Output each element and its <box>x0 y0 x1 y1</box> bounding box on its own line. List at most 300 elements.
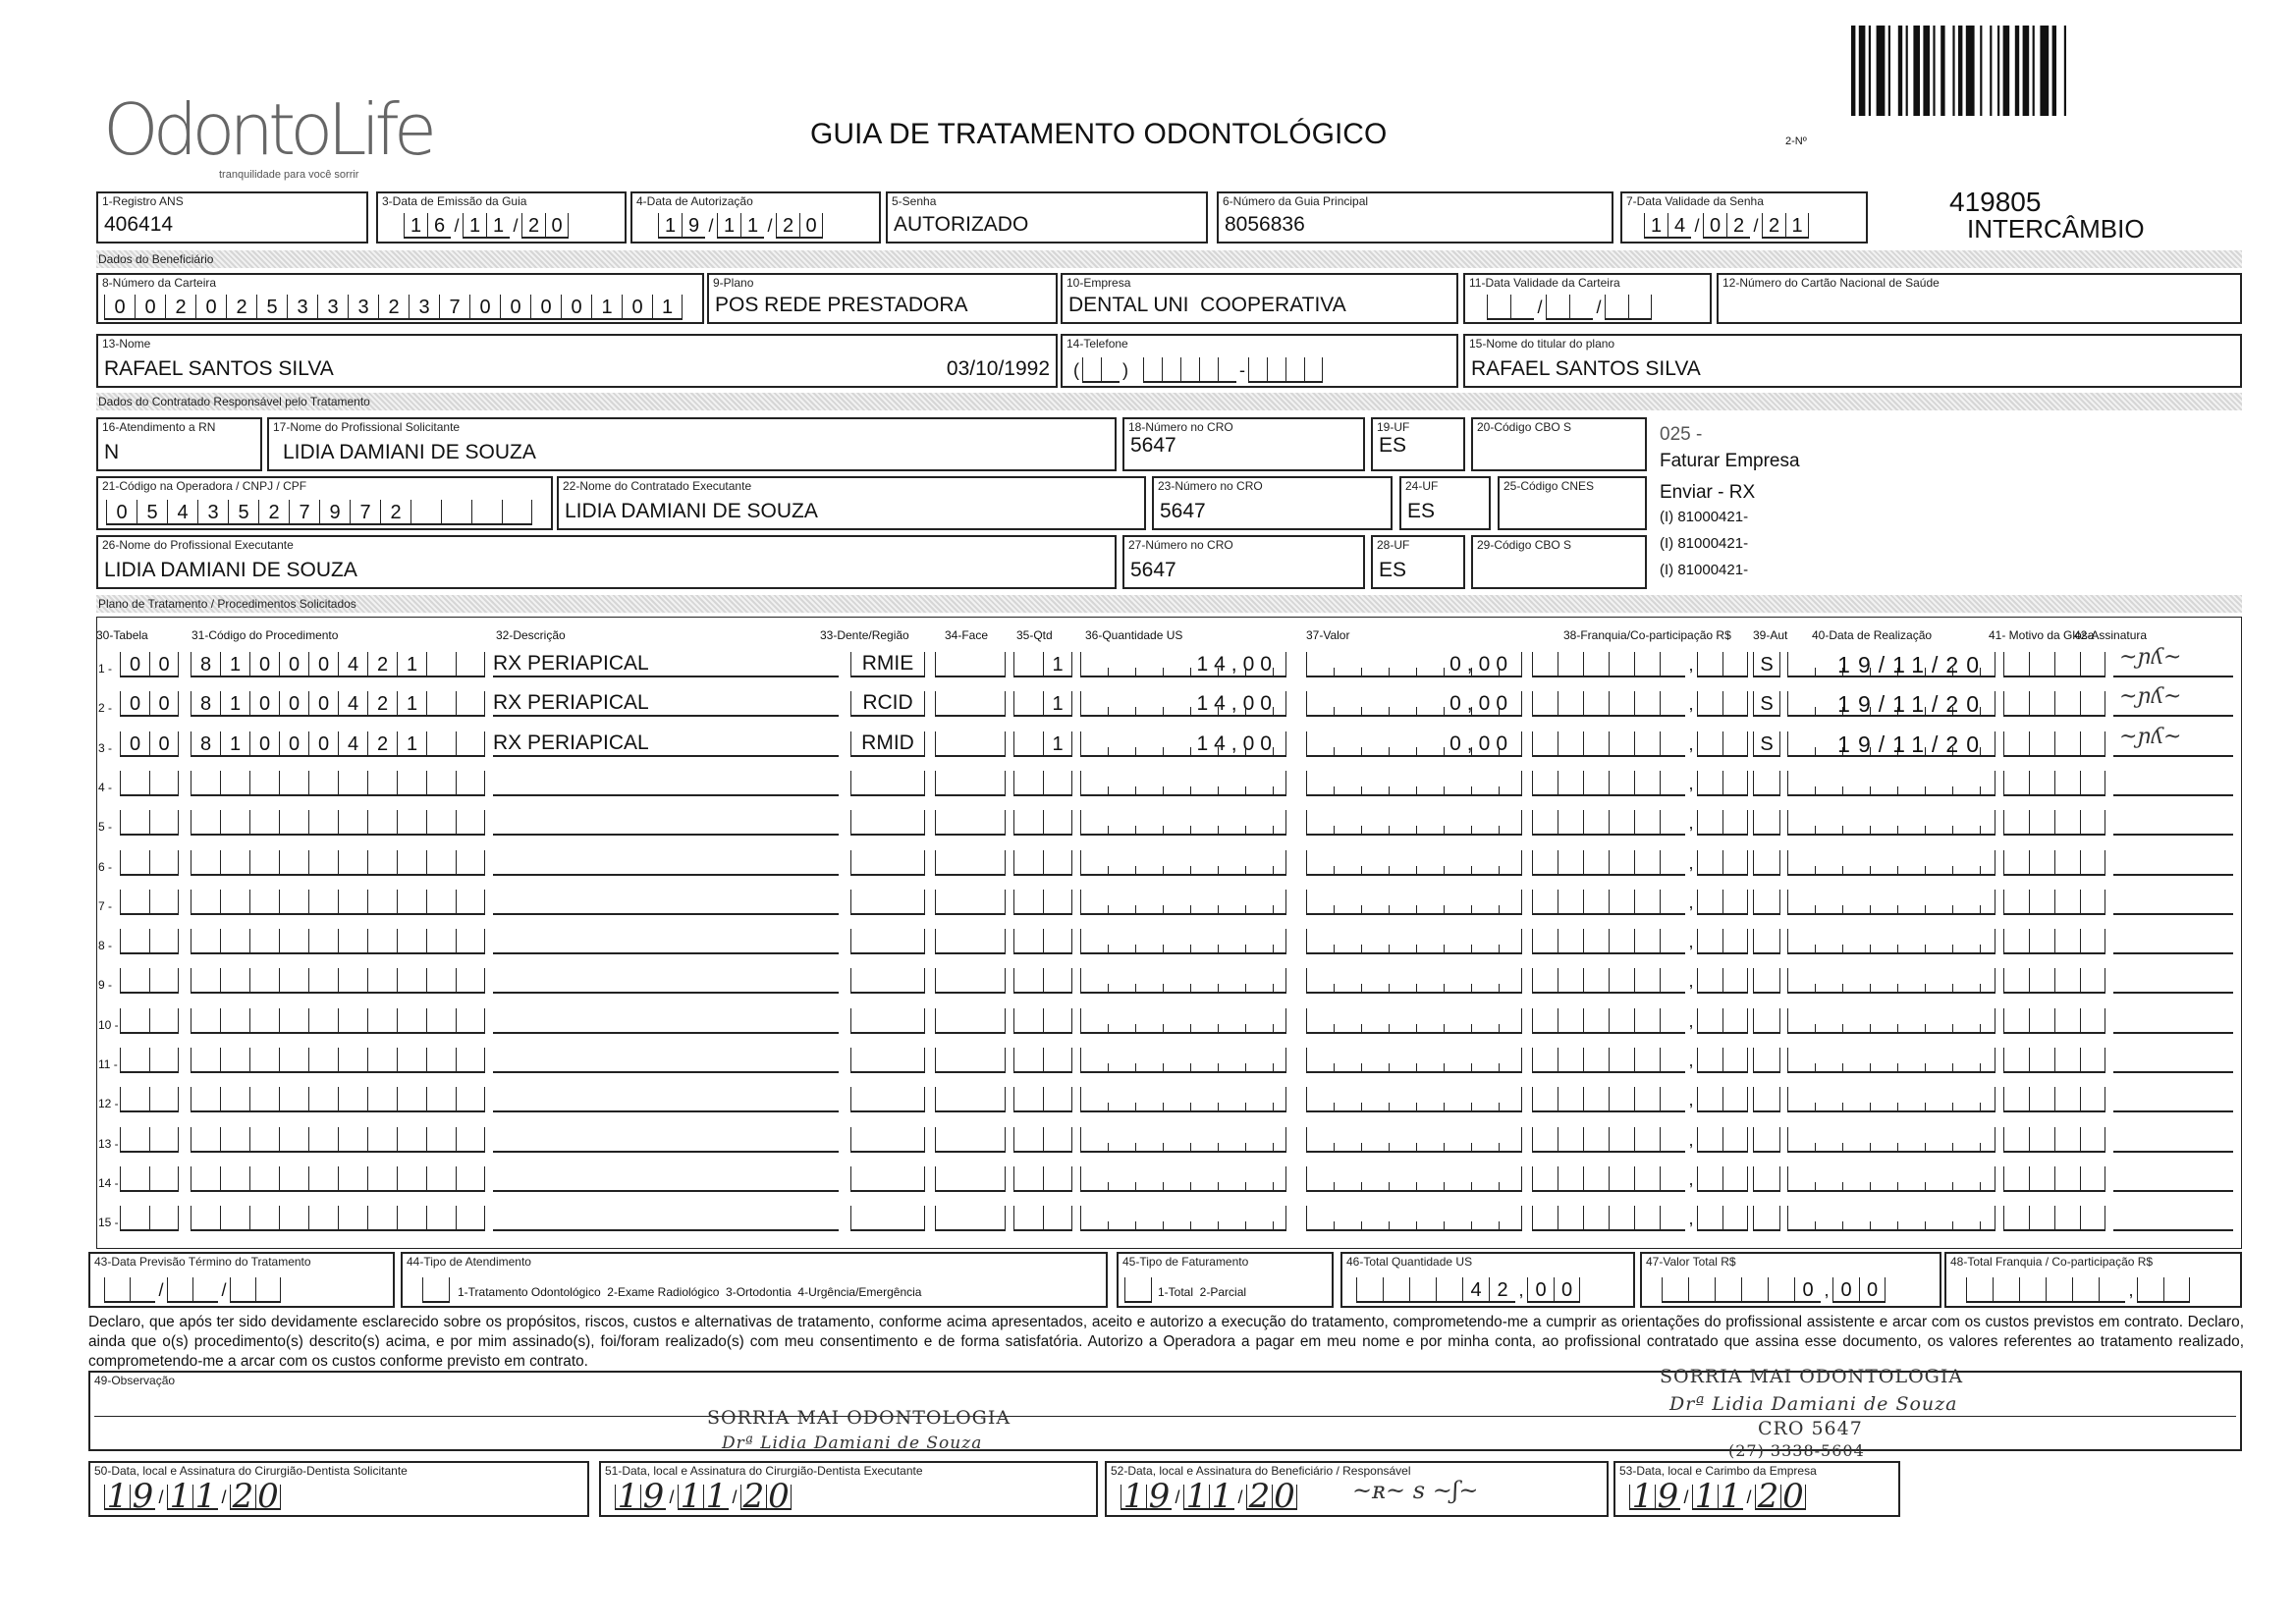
field-cro-27[interactable] <box>1122 535 1365 589</box>
cell-valor[interactable] <box>1306 1206 1522 1231</box>
barcode-bar <box>1958 26 1962 116</box>
comb-cell: 1 <box>1043 731 1072 757</box>
cell-assinatura[interactable] <box>2113 684 2233 717</box>
cell-qtd-us[interactable] <box>1080 968 1286 994</box>
side-note: (I) 81000421- <box>1660 562 1749 578</box>
cell-descricao[interactable] <box>493 929 839 954</box>
field-options: 1-Total 2-Parcial <box>1158 1285 1247 1299</box>
cell-assinatura[interactable] <box>2113 1008 2233 1034</box>
comb-cell <box>2080 1087 2105 1112</box>
cell-qtd[interactable] <box>1013 1127 1072 1153</box>
field-prof-executante[interactable] <box>96 535 1117 589</box>
cell-aut[interactable] <box>1753 1127 1780 1153</box>
barcode-bar <box>1913 26 1920 116</box>
cell-codigo[interactable] <box>191 1166 485 1192</box>
field-contratado-executante[interactable] <box>557 476 1146 530</box>
cell-qtd-us[interactable] <box>1080 1206 1286 1231</box>
cell-qtd-us[interactable] <box>1080 1008 1286 1034</box>
cell-tabela[interactable] <box>120 691 179 717</box>
comb-cell: 2 <box>776 213 799 239</box>
cell-tabela[interactable] <box>120 810 179 836</box>
comb-cell: 0 <box>799 213 823 239</box>
field-cbo-20[interactable] <box>1471 417 1647 471</box>
cell-valor[interactable]: 0,00 <box>1306 652 1522 677</box>
comb-cell <box>1558 810 1583 836</box>
cell-valor[interactable] <box>1306 1048 1522 1073</box>
comb-cell <box>191 1008 220 1034</box>
cell-glosa[interactable] <box>2003 929 2105 954</box>
cell-assinatura[interactable] <box>2113 968 2233 994</box>
field-guia-principal[interactable] <box>1217 191 1613 243</box>
cell-qtd-us[interactable] <box>1080 890 1286 915</box>
field-cro-23[interactable] <box>1152 476 1393 530</box>
cell-aut[interactable] <box>1753 1087 1780 1112</box>
cell-data-realizacao[interactable] <box>1787 929 1995 954</box>
cell-aut[interactable] <box>1753 1048 1780 1073</box>
field-uf-28[interactable] <box>1371 535 1465 589</box>
cell-data-realizacao[interactable] <box>1787 1166 1995 1192</box>
cell-descricao[interactable] <box>493 1206 839 1231</box>
cell-qtd[interactable] <box>1013 929 1072 954</box>
comb-cell <box>471 500 502 525</box>
cell-data-realizacao[interactable] <box>1787 1048 1995 1073</box>
cell-qtd[interactable] <box>1013 850 1072 876</box>
field-uf-24[interactable] <box>1399 476 1491 530</box>
cell-aut[interactable] <box>1753 652 1780 677</box>
cell-codigo[interactable] <box>191 968 485 994</box>
cell-glosa[interactable] <box>2003 1206 2105 1231</box>
cell-aut[interactable] <box>1753 1008 1780 1034</box>
cell-descricao[interactable] <box>493 1127 839 1153</box>
cell-descricao[interactable] <box>493 1087 839 1112</box>
cell-franquia[interactable] <box>1532 1166 1748 1192</box>
comb-cell <box>1660 810 1685 836</box>
cell-tabela[interactable] <box>120 1087 179 1112</box>
field-value <box>1356 1277 1580 1303</box>
observation-line <box>94 1416 2236 1417</box>
field-validade-senha[interactable] <box>1620 191 1868 243</box>
field-senha[interactable] <box>886 191 1208 243</box>
cell-data-realizacao[interactable] <box>1787 1127 1995 1153</box>
cell-valor[interactable] <box>1306 1087 1522 1112</box>
comb-separator: , <box>1688 733 1694 754</box>
cell-descricao[interactable] <box>493 968 839 994</box>
comb-cell <box>1013 929 1043 954</box>
cell-codigo[interactable] <box>191 731 485 757</box>
table-header: 41- Motivo da Glosa <box>1989 628 2095 642</box>
cell-aut[interactable] <box>1753 968 1780 994</box>
field-sig-53[interactable] <box>1613 1461 1900 1517</box>
cell-data-realizacao[interactable] <box>1787 1008 1995 1034</box>
field-titular[interactable] <box>1463 334 2242 388</box>
comb-cell <box>1660 890 1685 915</box>
cell-qtd-us[interactable]: 14,00 <box>1080 652 1286 677</box>
field-validade-carteira[interactable] <box>1463 273 1712 324</box>
cell-valor[interactable] <box>1306 1166 1522 1192</box>
cell-codigo[interactable] <box>191 691 485 717</box>
cell-data-realizacao[interactable] <box>1787 1206 1995 1231</box>
cell-assinatura[interactable] <box>2113 1166 2233 1192</box>
cell-franquia[interactable] <box>1532 1087 1748 1112</box>
cell-codigo[interactable] <box>191 1127 485 1153</box>
cell-face[interactable] <box>935 1166 1006 1192</box>
cell-franquia[interactable] <box>1532 890 1748 915</box>
comb-cell: 2 <box>367 731 397 757</box>
cell-codigo[interactable] <box>191 929 485 954</box>
field-value <box>1966 1277 2190 1303</box>
cell-tabela[interactable] <box>120 968 179 994</box>
cell-face[interactable] <box>935 1008 1006 1034</box>
cell-franquia[interactable] <box>1532 1206 1748 1231</box>
cell-glosa[interactable] <box>2003 652 2105 677</box>
cell-glosa[interactable] <box>2003 1127 2105 1153</box>
field-uf-19[interactable] <box>1371 417 1465 471</box>
comb-cell <box>2099 1277 2125 1303</box>
cell-franquia[interactable] <box>1532 929 1748 954</box>
cell-glosa[interactable] <box>2003 771 2105 796</box>
cell-dente[interactable] <box>850 929 925 954</box>
cell-face[interactable] <box>935 1206 1006 1231</box>
cell-assinatura[interactable] <box>2113 1048 2233 1073</box>
cell-dente[interactable] <box>850 1087 925 1112</box>
comb-cell: 1 <box>220 691 249 717</box>
cell-valor[interactable] <box>1306 1127 1522 1153</box>
cell-qtd[interactable] <box>1013 731 1072 757</box>
comb-cell: 0 <box>1794 1277 1821 1303</box>
cell-descricao[interactable] <box>493 850 839 876</box>
cell-dente[interactable] <box>850 1166 925 1192</box>
cell-dente[interactable]: RCID <box>850 691 925 717</box>
cell-franquia[interactable] <box>1532 691 1748 717</box>
cell-qtd[interactable] <box>1013 968 1072 994</box>
cell-codigo[interactable] <box>191 1206 485 1231</box>
comb-cell <box>338 1206 367 1231</box>
cell-face[interactable] <box>935 652 1006 677</box>
cell-assinatura[interactable] <box>2113 724 2233 757</box>
field-cro-18[interactable] <box>1122 417 1365 471</box>
cell-assinatura[interactable] <box>2113 850 2233 876</box>
cell-descricao[interactable] <box>493 771 839 796</box>
cell-tabela[interactable] <box>120 1008 179 1034</box>
cell-qtd-us[interactable] <box>1080 771 1286 796</box>
cell-tabela[interactable] <box>120 652 179 677</box>
cell-aut[interactable] <box>1753 890 1780 915</box>
cell-aut[interactable] <box>1753 771 1780 796</box>
field-data-emissao[interactable] <box>376 191 627 243</box>
cell-qtd[interactable] <box>1013 771 1072 796</box>
cell-data-realizacao[interactable]: 19/11/20 <box>1787 691 1995 717</box>
cell-descricao[interactable]: RX PERIAPICAL <box>493 652 839 677</box>
cell-glosa[interactable] <box>2003 691 2105 717</box>
cell-assinatura[interactable] <box>2113 1127 2233 1153</box>
cell-assinatura[interactable] <box>2113 645 2233 677</box>
comb-cell <box>2029 652 2054 677</box>
field-tipo-faturamento[interactable] <box>1117 1252 1334 1308</box>
cell-aut[interactable] <box>1753 850 1780 876</box>
cell-franquia[interactable] <box>1532 810 1748 836</box>
field-sig-52[interactable] <box>1105 1461 1609 1517</box>
cell-face[interactable] <box>935 968 1006 994</box>
odontolife-logo <box>103 90 431 181</box>
cell-aut[interactable] <box>1753 691 1780 717</box>
field-atendimento-rn[interactable] <box>96 417 262 471</box>
cell-aut[interactable] <box>1753 929 1780 954</box>
cell-face[interactable] <box>935 1048 1006 1073</box>
cell-descricao[interactable] <box>493 810 839 836</box>
field-value[interactable] <box>422 1277 450 1303</box>
cell-face[interactable] <box>935 691 1006 717</box>
comb-cell <box>1609 810 1634 836</box>
cell-descricao[interactable] <box>493 1048 839 1073</box>
row-number: 2 - <box>98 701 113 716</box>
field-data-autorizacao[interactable] <box>630 191 881 243</box>
cell-glosa[interactable] <box>2003 1048 2105 1073</box>
cell-franquia[interactable] <box>1532 1127 1748 1153</box>
cell-descricao[interactable]: RX PERIAPICAL <box>493 691 839 717</box>
cell-codigo[interactable] <box>191 810 485 836</box>
field-registro-ans[interactable] <box>96 191 368 243</box>
cell-descricao[interactable] <box>493 890 839 915</box>
cell-qtd[interactable] <box>1013 1008 1072 1034</box>
cell-qtd[interactable] <box>1013 1206 1072 1231</box>
field-cartao-nacional[interactable] <box>1717 273 2242 324</box>
comb-cell <box>1558 929 1583 954</box>
cell-qtd-us[interactable] <box>1080 1166 1286 1192</box>
cell-glosa[interactable] <box>2003 731 2105 757</box>
cell-franquia[interactable] <box>1532 850 1748 876</box>
field-valor-total[interactable] <box>1640 1252 1941 1308</box>
comb-cell <box>1558 968 1583 994</box>
field-total-us[interactable] <box>1340 1252 1635 1308</box>
field-cnes-25[interactable] <box>1498 476 1647 530</box>
cell-dente[interactable] <box>850 890 925 915</box>
field-sig-51[interactable] <box>599 1461 1098 1517</box>
cell-glosa[interactable] <box>2003 1166 2105 1192</box>
field-plano[interactable] <box>707 273 1058 324</box>
field-value: ES <box>1407 500 1436 522</box>
cell-qtd[interactable] <box>1013 1048 1072 1073</box>
cell-tabela[interactable] <box>120 890 179 915</box>
comb-cell <box>249 1008 279 1034</box>
cell-codigo[interactable] <box>191 652 485 677</box>
cell-dente[interactable] <box>850 1206 925 1231</box>
field-total-franquia[interactable] <box>1944 1252 2242 1308</box>
comb-cell: 9 <box>682 213 705 239</box>
cell-data-realizacao[interactable] <box>1787 850 1995 876</box>
cell-valor[interactable] <box>1306 1008 1522 1034</box>
cell-dente[interactable] <box>850 850 925 876</box>
cell-tabela[interactable] <box>120 1206 179 1231</box>
cell-face[interactable] <box>935 1127 1006 1153</box>
cell-valor[interactable] <box>1306 850 1522 876</box>
comb-cell <box>2029 890 2054 915</box>
comb-cell <box>2003 1048 2029 1073</box>
field-nome[interactable] <box>96 334 1058 388</box>
cell-face[interactable] <box>935 1087 1006 1112</box>
cell-valor[interactable] <box>1306 929 1522 954</box>
field-value <box>1070 357 1323 383</box>
cell-assinatura[interactable] <box>2113 810 2233 836</box>
cell-tabela[interactable] <box>120 1166 179 1192</box>
cell-franquia[interactable] <box>1532 731 1748 757</box>
field-prof-solicitante[interactable] <box>267 417 1117 471</box>
cell-franquia[interactable] <box>1532 968 1748 994</box>
cell-descricao[interactable] <box>493 1008 839 1034</box>
cell-assinatura[interactable] <box>2113 1087 2233 1112</box>
field-sig-50[interactable] <box>88 1461 589 1517</box>
field-empresa[interactable] <box>1061 273 1458 324</box>
comb-cell <box>1436 1277 1462 1303</box>
field-telefone[interactable] <box>1061 334 1458 388</box>
comb-cell <box>249 1127 279 1153</box>
comb-cell: 0 <box>279 691 308 717</box>
cell-glosa[interactable] <box>2003 850 2105 876</box>
cell-valor[interactable] <box>1306 890 1522 915</box>
cell-valor[interactable] <box>1306 968 1522 994</box>
cell-dente[interactable] <box>850 771 925 796</box>
comb-cell <box>1697 968 1722 994</box>
cell-tabela[interactable] <box>120 771 179 796</box>
cell-franquia[interactable] <box>1532 771 1748 796</box>
comb-cell <box>1013 968 1043 994</box>
cell-dente[interactable]: RMID <box>850 731 925 757</box>
cell-codigo[interactable] <box>191 1087 485 1112</box>
field-value[interactable] <box>1124 1277 1152 1303</box>
cell-codigo[interactable] <box>191 890 485 915</box>
cell-glosa[interactable] <box>2003 1087 2105 1112</box>
comb-cell <box>1583 1166 1609 1192</box>
cell-codigo[interactable] <box>191 850 485 876</box>
cell-descricao[interactable]: RX PERIAPICAL <box>493 731 839 757</box>
cell-face[interactable] <box>935 850 1006 876</box>
cell-assinatura[interactable] <box>2113 771 2233 796</box>
comb-cell <box>1697 1166 1722 1192</box>
field-tipo-atendimento[interactable] <box>401 1252 1108 1308</box>
cell-dente[interactable] <box>850 810 925 836</box>
field-codigo-operadora[interactable] <box>96 476 553 530</box>
comb-cell: 4 <box>338 652 367 677</box>
cell-data-realizacao[interactable] <box>1787 1087 1995 1112</box>
cell-codigo[interactable] <box>191 771 485 796</box>
comb-cell <box>120 771 149 796</box>
comb-cell: 0 <box>1554 1277 1580 1303</box>
cell-aut[interactable] <box>1753 1206 1780 1231</box>
cell-aut[interactable] <box>1753 810 1780 836</box>
cell-assinatura[interactable] <box>2113 929 2233 954</box>
cell-valor[interactable]: 0,00 <box>1306 691 1522 717</box>
cell-glosa[interactable] <box>2003 890 2105 915</box>
comb-cell <box>2029 850 2054 876</box>
cell-dente[interactable] <box>850 968 925 994</box>
cell-qtd-us[interactable]: 14,00 <box>1080 691 1286 717</box>
comb-cell: 3 <box>197 500 228 525</box>
cell-descricao[interactable] <box>493 1166 839 1192</box>
comb-cell <box>220 810 249 836</box>
cell-aut[interactable] <box>1753 1166 1780 1192</box>
cell-valor[interactable] <box>1306 810 1522 836</box>
cell-qtd[interactable] <box>1013 1087 1072 1112</box>
cell-face[interactable] <box>935 731 1006 757</box>
cell-glosa[interactable] <box>2003 1008 2105 1034</box>
cell-qtd-us[interactable] <box>1080 1087 1286 1112</box>
cell-data-realizacao[interactable]: 19/11/20 <box>1787 731 1995 757</box>
cell-qtd-us[interactable] <box>1080 929 1286 954</box>
cell-qtd[interactable] <box>1013 1166 1072 1192</box>
cell-tabela[interactable] <box>120 1127 179 1153</box>
field-previsao[interactable] <box>88 1252 395 1308</box>
cell-qtd[interactable] <box>1013 890 1072 915</box>
cell-dente[interactable] <box>850 1127 925 1153</box>
cell-data-realizacao[interactable]: 19/11/20 <box>1787 652 1995 677</box>
cell-qtd[interactable] <box>1013 810 1072 836</box>
cell-valor[interactable] <box>1306 771 1522 796</box>
cell-face[interactable] <box>935 890 1006 915</box>
cell-qtd-us[interactable] <box>1080 1048 1286 1073</box>
comb-cell: 0 <box>622 295 652 320</box>
comb-cell: 4 <box>338 731 367 757</box>
comb-cell: 4 <box>1667 213 1691 239</box>
cell-tabela[interactable] <box>120 929 179 954</box>
cell-valor[interactable]: 0,00 <box>1306 731 1522 757</box>
cell-tabela[interactable] <box>120 850 179 876</box>
cell-data-realizacao[interactable] <box>1787 771 1995 796</box>
cell-tabela[interactable] <box>120 1048 179 1073</box>
cell-codigo[interactable] <box>191 1008 485 1034</box>
cell-assinatura[interactable] <box>2113 1206 2233 1231</box>
cell-data-realizacao[interactable] <box>1787 810 1995 836</box>
cell-qtd[interactable] <box>1013 652 1072 677</box>
comb-cell <box>338 968 367 994</box>
comb-cell <box>1722 890 1748 915</box>
comb-cell <box>1013 810 1043 836</box>
cell-dente[interactable] <box>850 1048 925 1073</box>
cell-dente[interactable]: RMIE <box>850 652 925 677</box>
cell-dente[interactable] <box>850 1008 925 1034</box>
cell-qtd[interactable] <box>1013 691 1072 717</box>
cell-data-realizacao[interactable] <box>1787 968 1995 994</box>
barcode-bar <box>1952 26 1954 116</box>
comb-cell <box>1609 1166 1634 1192</box>
comb-cell <box>1660 1048 1685 1073</box>
cell-glosa[interactable] <box>2003 810 2105 836</box>
cell-qtd-us[interactable] <box>1080 810 1286 836</box>
cell-glosa[interactable] <box>2003 968 2105 994</box>
comb-cell <box>2003 968 2029 994</box>
comb-cell: S <box>1753 691 1780 717</box>
cell-qtd-us[interactable]: 14,00 <box>1080 731 1286 757</box>
cell-codigo[interactable] <box>191 1048 485 1073</box>
comb-cell <box>1532 1087 1558 1112</box>
cell-aut[interactable] <box>1753 731 1780 757</box>
cell-qtd-us[interactable] <box>1080 1127 1286 1153</box>
cell-face[interactable] <box>935 771 1006 796</box>
field-cbo-29[interactable] <box>1471 535 1647 589</box>
field-numero-carteira[interactable] <box>96 273 704 324</box>
cell-franquia[interactable] <box>1532 1008 1748 1034</box>
comb-cell <box>1013 771 1043 796</box>
cell-face[interactable] <box>935 810 1006 836</box>
cell-tabela[interactable] <box>120 731 179 757</box>
cell-face[interactable] <box>935 929 1006 954</box>
cell-qtd-us[interactable] <box>1080 850 1286 876</box>
cell-franquia[interactable] <box>1532 1048 1748 1073</box>
table-header: 37-Valor <box>1306 628 1350 642</box>
cell-assinatura[interactable] <box>2113 890 2233 915</box>
cell-franquia[interactable] <box>1532 652 1748 677</box>
cell-data-realizacao[interactable] <box>1787 890 1995 915</box>
comb-cell <box>2054 1008 2080 1034</box>
comb-cell: 2 <box>380 500 410 525</box>
